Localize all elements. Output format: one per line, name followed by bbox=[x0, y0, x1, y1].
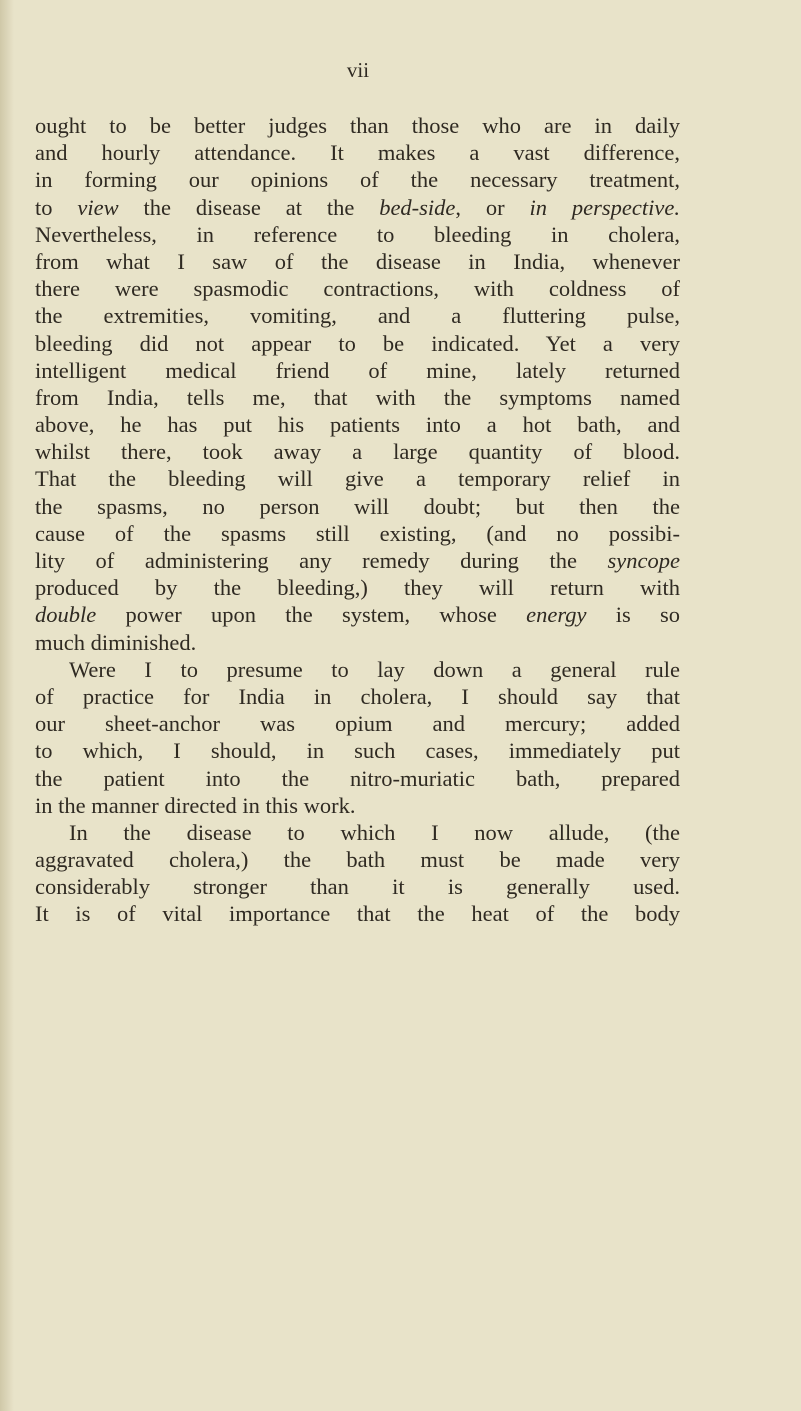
text-line bbox=[35, 194, 680, 221]
text-line bbox=[35, 248, 680, 275]
text-line bbox=[35, 357, 680, 384]
italic-text: view bbox=[77, 194, 119, 220]
text-line bbox=[35, 683, 680, 710]
text-line bbox=[35, 166, 680, 193]
italic-text: in perspective. bbox=[529, 194, 680, 220]
text-line bbox=[35, 737, 680, 764]
text-segment: , or bbox=[455, 194, 530, 220]
text-line bbox=[35, 601, 680, 628]
text-line bbox=[35, 302, 680, 329]
text-line bbox=[35, 384, 680, 411]
text-line bbox=[35, 900, 680, 927]
text-segment: Were I to presume to lay down a general rule bbox=[69, 656, 680, 682]
body-text bbox=[35, 112, 680, 928]
text-line bbox=[35, 792, 680, 819]
text-segment: In the disease to which I now allude, (the bbox=[69, 819, 680, 845]
text-segment: lity of administering any remedy during the bbox=[35, 548, 608, 573]
text-segment: our sheet-anchor was opium and mercury; added bbox=[35, 711, 680, 737]
text-line bbox=[35, 574, 680, 601]
text-segment: from what I saw of the disease in India, whenever bbox=[35, 248, 680, 274]
text-segment: to which, I should, in such cases, immediately put bbox=[35, 738, 680, 764]
text-line bbox=[35, 873, 680, 900]
text-segment: the spasms, no person will doubt; but then the bbox=[35, 493, 680, 519]
text-line bbox=[35, 629, 680, 656]
text-segment: cause of the spasms still existing, (and no possibi- bbox=[35, 520, 680, 546]
text-segment: to bbox=[35, 194, 78, 220]
text-segment: much diminished. bbox=[35, 629, 197, 655]
text-line bbox=[35, 547, 680, 574]
text-segment: considerably stronger than it is generally used. bbox=[35, 874, 680, 900]
text-segment: ought to be better judges than those who are in daily bbox=[35, 113, 680, 138]
text-line bbox=[35, 139, 680, 166]
text-segment: intelligent medical friend of mine, lately returned bbox=[35, 357, 680, 383]
text-segment: from India, tells me, that with the symptoms named bbox=[35, 384, 680, 410]
italic-text: energy bbox=[526, 602, 587, 628]
text-line bbox=[35, 275, 680, 302]
text-segment: It is of vital importance that the heat of the body bbox=[35, 901, 680, 927]
text-segment: aggravated cholera,) the bath must be made very bbox=[35, 847, 680, 873]
text-line bbox=[35, 520, 680, 547]
text-line bbox=[35, 710, 680, 737]
page-gutter bbox=[0, 0, 14, 1411]
italic-text: double bbox=[35, 602, 97, 628]
page-number: vii bbox=[346, 58, 370, 82]
text-line bbox=[35, 411, 680, 438]
text-segment: That the bleeding will give a temporary relief in bbox=[35, 466, 680, 492]
text-line bbox=[35, 112, 680, 139]
italic-text: syncope bbox=[607, 548, 680, 573]
italic-text: bed-side bbox=[379, 194, 456, 220]
text-segment: there were spasmodic contractions, with coldness of bbox=[35, 276, 680, 302]
text-segment: the disease at the bbox=[118, 194, 380, 220]
text-segment: bleeding did not appear to be indicated. Yet a very bbox=[35, 330, 680, 356]
text-line bbox=[35, 330, 680, 357]
text-segment: the extremities, vomiting, and a fluttering pulse, bbox=[35, 303, 680, 329]
text-segment: the patient into the nitro-muriatic bath, prepared bbox=[35, 765, 680, 791]
text-line bbox=[35, 438, 680, 465]
text-segment: Nevertheless, in reference to bleeding in cholera, bbox=[35, 221, 680, 247]
text-segment: above, he has put his patients into a hot bath, and bbox=[35, 412, 680, 438]
text-line bbox=[35, 465, 680, 492]
text-segment: and hourly attendance. It makes a vast difference, bbox=[35, 140, 680, 166]
text-line bbox=[35, 221, 680, 248]
text-line bbox=[35, 819, 680, 846]
text-segment: produced by the bleeding,) they will return with bbox=[35, 575, 680, 601]
text-segment: power upon the system, whose bbox=[96, 602, 527, 628]
text-line bbox=[35, 656, 680, 683]
text-line bbox=[35, 765, 680, 792]
text-line bbox=[35, 493, 680, 520]
text-segment: in forming our opinions of the necessary treatment, bbox=[35, 167, 680, 193]
text-segment: of practice for India in cholera, I should say that bbox=[35, 683, 680, 709]
text-segment: in the manner directed in this work. bbox=[35, 792, 356, 818]
text-line bbox=[35, 846, 680, 873]
text-segment: is so bbox=[586, 602, 680, 628]
text-segment: whilst there, took away a large quantity of blood. bbox=[35, 439, 680, 465]
